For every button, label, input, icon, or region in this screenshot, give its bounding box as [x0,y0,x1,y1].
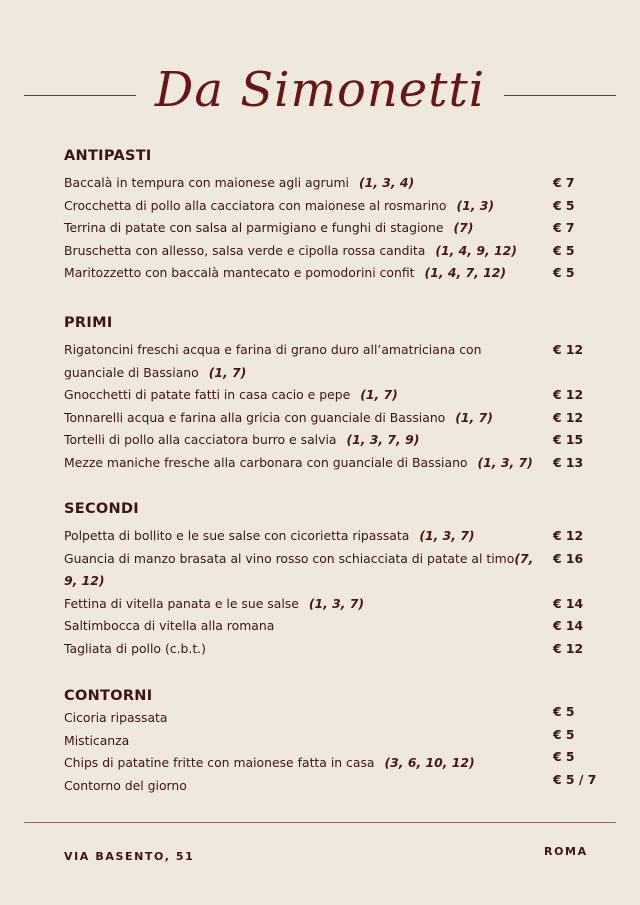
item-name: Guancia di manzo brasata al vino rosso con schiacciata di patate al timo [64,550,515,566]
menu-item [64,771,600,798]
item-price: € 7 [553,175,575,190]
menu-item [64,384,600,407]
menu-item [64,615,600,638]
section-primi [64,313,600,474]
menu-item [64,726,600,753]
item-price: € 12 [553,387,584,402]
item-price: € 12 [553,409,584,425]
item-name: Polpetta di bollito e le sue salse con cicorietta ripassata [64,528,410,543]
footer-address: VIA BASENTO, 51 [64,850,195,863]
item-name: Cicoria ripassata [64,710,168,725]
item-allergens: (7) [453,220,474,235]
menu-header [0,58,640,128]
menu-item [64,429,600,452]
item-name: Fettina di vitella panata e le sue salse [64,595,299,611]
item-name: Baccalà in tempura con maionese agli agrumi [64,175,349,190]
menu-item [64,262,600,285]
footer-rule [24,822,616,823]
menu-item [64,548,600,593]
item-name: Terrina di patate con salsa al parmigiano e funghi di stagione [64,220,444,235]
item-allergens: (1, 3, 7, 9) [346,432,420,447]
header-rule-right [504,95,616,96]
menu-item [64,339,600,384]
item-allergens: (1, 7) [360,387,398,402]
item-name: Mezze maniche fresche alla carbonara con guanciale di Bassiano [64,454,468,470]
restaurant-name: Da Simonetti [154,62,486,118]
item-name: Tortelli di pollo alla cacciatora burro e salvia [64,432,337,447]
item-allergens: (1, 7) [208,364,247,380]
item-price: € 14 [553,618,584,633]
menu-item [64,638,600,661]
item-price: € 5 [553,242,575,258]
item-name: Gnocchetti di patate fatti in casa cacio e pepe [64,387,351,402]
menu-item [64,749,600,775]
section-secondi [64,499,600,660]
item-name: Bruschetta con allesso, salsa verde e cipolla rossa candita [64,242,426,258]
item-allergens: (7, 9, 12) [64,550,534,588]
menu-item [64,217,600,240]
item-price: € 5 [553,726,575,742]
item-allergens: (1, 4, 7, 12) [424,265,507,280]
section-antipasti [64,146,600,285]
item-name: Tagliata di pollo (c.b.t.) [64,640,206,656]
item-allergens: (1, 3, 7) [419,528,475,543]
menu-item [64,195,600,218]
item-name: Tonnarelli acqua e farina alla gricia con guanciale di Bassiano [64,409,446,425]
section-title: SECONDI [64,501,139,517]
item-allergens: (1, 7) [455,409,493,425]
item-name: Rigatoncini freschi acqua e farina di grano duro all’amatriciana con guanciale di Bassiano [64,342,482,380]
item-allergens: (1, 3) [456,197,495,213]
section-title: PRIMI [64,315,113,331]
item-price: € 12 [553,528,584,543]
section-title: CONTORNI [64,688,153,704]
item-allergens: (1, 3, 7) [477,454,533,470]
item-price: € 5 [553,704,575,719]
section-contorni [64,686,600,797]
item-price: € 14 [553,595,584,611]
item-price: € 5 / 7 [553,771,597,787]
item-price: € 13 [553,454,584,470]
item-price: € 12 [553,640,584,656]
item-price: € 5 [553,749,575,764]
item-allergens: (3, 6, 10, 12) [384,755,475,770]
item-price: € 7 [553,220,575,235]
item-allergens: (1, 4, 9, 12) [435,242,517,258]
item-name: Saltimbocca di vitella alla romana [64,618,275,633]
item-price: € 5 [553,265,575,280]
menu-item [64,452,600,475]
item-name: Chips di patatine fritte con maionese fatta in casa [64,755,375,770]
menu-item [64,704,600,730]
item-allergens: (1, 3, 7) [308,595,365,611]
menu-item [64,593,600,616]
menu-item [64,172,600,195]
item-name: Crocchetta di pollo alla cacciatora con maionese al rosmarino [64,197,447,213]
item-price: € 15 [553,432,584,447]
section-title: ANTIPASTI [64,148,152,164]
item-name: Maritozzetto con baccalà mantecato e pomodorini confit [64,265,415,280]
menu-item [64,407,600,430]
item-allergens: (1, 3, 4) [358,175,415,190]
item-price: € 12 [553,342,584,357]
item-name: Misticanza [64,732,130,748]
menu-item [64,240,600,263]
footer-city: ROMA [544,845,588,858]
menu-item [64,525,600,548]
item-price: € 5 [553,197,575,213]
item-price: € 16 [553,550,584,566]
item-name: Contorno del giorno [64,777,187,793]
